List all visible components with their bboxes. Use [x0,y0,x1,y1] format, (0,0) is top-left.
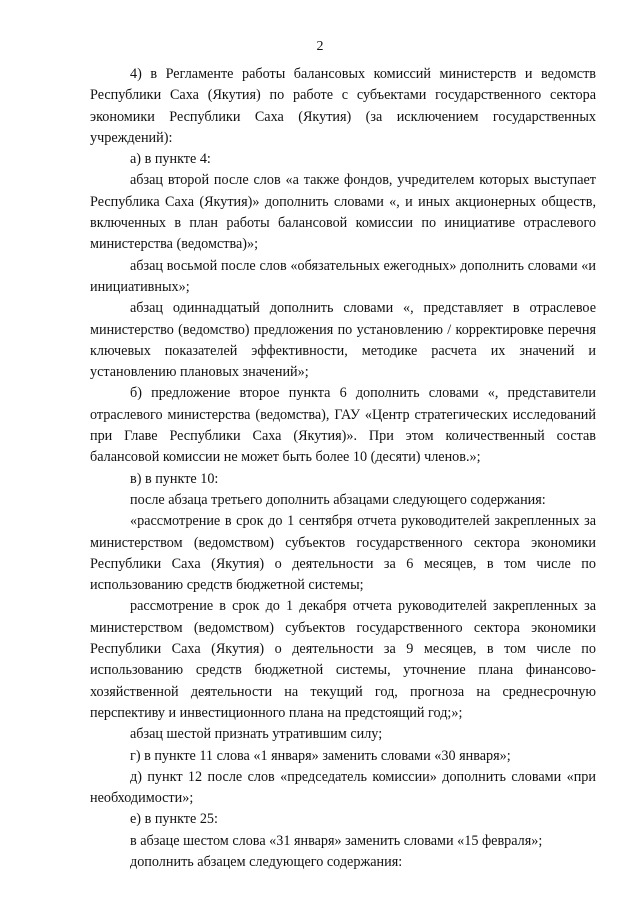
paragraph-after-third: после абзаца третьего дополнить абзацами следующего содержания: [130,491,546,508]
paragraph-subitem-d: д) пункт 12 после слов «председатель комиссии» дополнить словами «при необходимости»; [90,768,596,807]
paragraph-abzac-shestoi: абзац шестой признать утратившим силу; [130,726,383,743]
paragraph-subitem-a: а) в пункте 4: [130,151,211,168]
paragraph-subitem-e: е) в пункте 25: [130,811,218,828]
paragraph-subitem-b: б) предложение второе пункта 6 дополнить словами «, представители отраслевого министерства (ведомства), ГАУ «Центр стратегических исследований при Главе Республики Саха (Якутия)». При этом количественный состав балансовой комиссии не может быть более 10 (десяти) членов.»; [90,385,596,466]
paragraph-quote-december: рассмотрение в срок до 1 декабря отчета руководителей закрепленных за министерством (ведомством) субъектов государственного сектора экономики Республики Саха (Якутия) о деятельности за 9 месяцев, в том числе по использованию средств бюджетной системы, уточнение плана финансово-хозяйственной деятельности на текущий год, прогноза на среднесрочную перспективу и инвестиционного плана на предстоящий год;»; [90,598,596,721]
paragraph-subitem-g: г) в пункте 11 слова «1 января» заменить словами «30 января»; [130,747,511,764]
paragraph-abzac-odinnadcatyi: абзац одиннадцатый дополнить словами «, представляет в отраслевое министерство (ведомство) предложения по установлению / корректировке перечня ключевых показателей эффективности, методике расчета их значений и установлению плановых значений»; [90,300,596,381]
page-number: 2 [316,39,324,54]
paragraph-abzac-vosmoi: абзац восьмой после слов «обязательных ежегодных» дополнить словами «и инициативных»; [90,257,596,295]
paragraph-item-4: 4) в Регламенте работы балансовых комиссий министерств и ведомств Республики Саха (Якутия) по работе с субъектами государственного сектора экономики Республики Саха (Якутия) (за исключением государственных учреждений): [90,66,596,146]
paragraph-abzac-shestom: в абзаце шестом слова «31 января» заменить словами «15 февраля»; [130,832,543,849]
paragraph-subitem-v: в) в пункте 10: [130,470,219,487]
document-body [90,64,596,873]
paragraph-quote-september: «рассмотрение в срок до 1 сентября отчета руководителей закрепленных за министерством (ведомством) субъектов государственного сектора экономики Республики Саха (Якутия) о деятельности за 6 месяцев, в том числе по использованию средств бюджетной системы; [90,513,596,594]
paragraph-add-abzac: дополнить абзацем следующего содержания: [130,853,403,870]
paragraph-abzac-vtoroi: абзац второй после слов «а также фондов, учредителем которых выступает Республика Саха (Якутия)» дополнить словами «, и иных акционерных обществ, включенных в план работы балансовой комиссии по инициативе отраслевого министерства (ведомства)»; [90,172,596,253]
